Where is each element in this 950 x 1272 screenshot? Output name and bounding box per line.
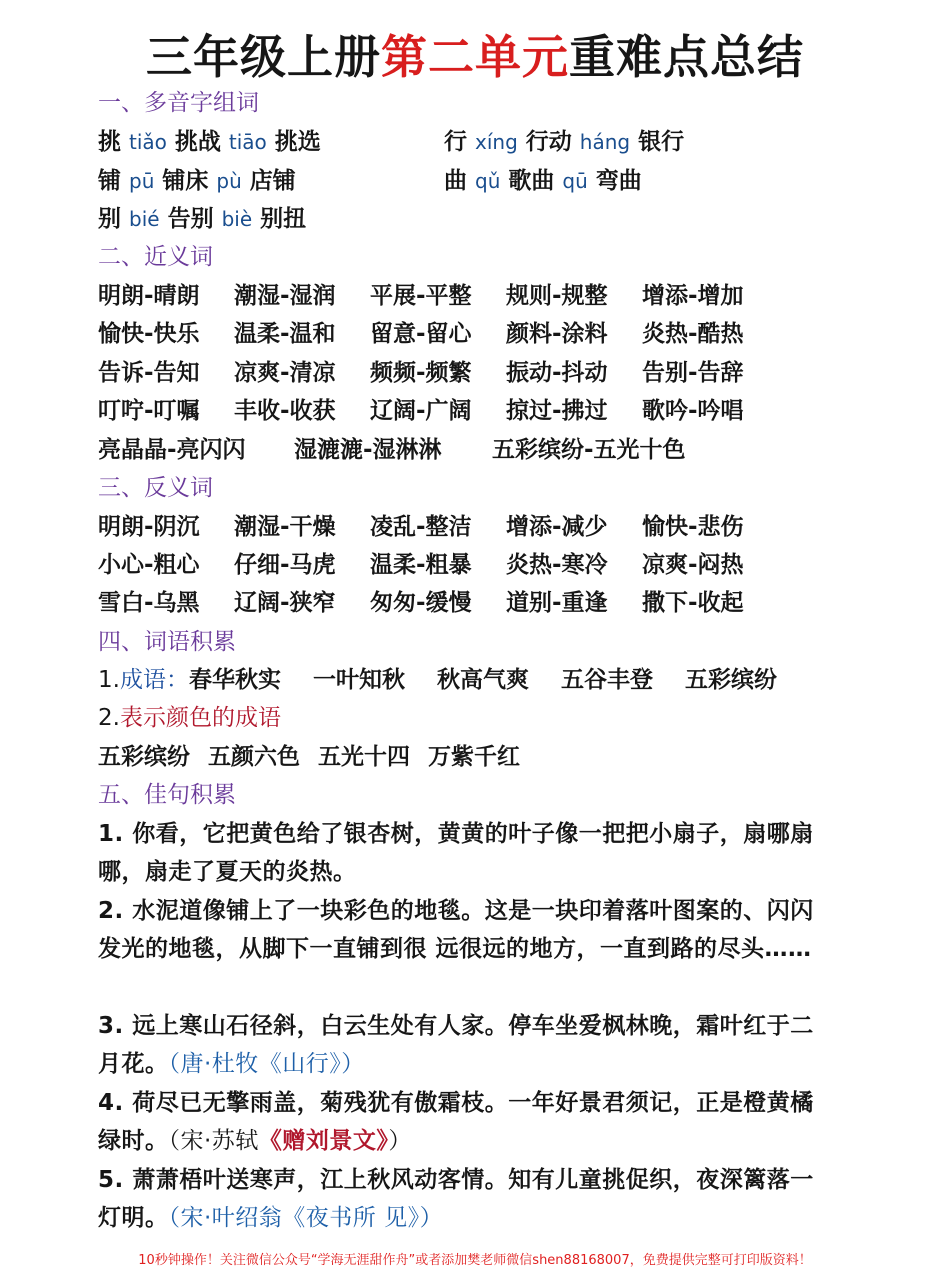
- idiom: 五谷丰登: [560, 667, 653, 693]
- idiom: 秋高气爽: [436, 667, 529, 693]
- antonym-row: [98, 548, 744, 582]
- polyphone-bie: [98, 202, 306, 236]
- section4-heading: 四、词语积累: [98, 629, 236, 655]
- poly-word: 别扭: [260, 206, 307, 232]
- title-part-black-2: 重难点总结: [569, 30, 804, 84]
- synonym-pair: 歌吟-吟唱: [642, 398, 744, 424]
- color-idiom-heading: [98, 701, 281, 735]
- pinyin: qǔ: [475, 169, 501, 193]
- section1-heading: 一、多音字组词: [98, 90, 259, 116]
- synonym-pair: 凉爽-清凉: [234, 360, 336, 386]
- antonym-pair: 增添-减少: [506, 514, 608, 540]
- idiom: 五彩缤纷: [98, 744, 190, 770]
- antonym-pair: 雪白-乌黑: [98, 590, 200, 616]
- synonym-row: [98, 394, 744, 428]
- synonym-pair: 颜料-涂料: [506, 321, 608, 347]
- polyphone-xing: [444, 125, 684, 159]
- sentence-1: 1. 你看，它把黄色给了银杏树，黄黄的叶子像一把把小扇子，扇哪扇哪，扇走了夏天的炎热。: [98, 821, 814, 885]
- color-idiom-row: [98, 740, 520, 774]
- item-number: 2.: [98, 705, 120, 731]
- poly-word: 弯曲: [595, 168, 642, 194]
- poly-word: 挑选: [274, 129, 321, 155]
- pinyin: qū: [562, 169, 588, 193]
- pinyin: háng: [579, 130, 631, 154]
- antonym-pair: 撒下-收起: [642, 590, 744, 616]
- poly-char: 别: [98, 206, 121, 232]
- synonym-pair: 留意-留心: [370, 321, 472, 347]
- item-number: 1.: [98, 667, 120, 693]
- synonym-pair: 亮晶晶-亮闪闪: [98, 437, 246, 463]
- pinyin: tiǎo: [129, 130, 167, 154]
- synonym-pair: 丰收-收获: [234, 398, 336, 424]
- pinyin: bié: [129, 207, 160, 231]
- poem-text: 4. 荷尽已无擎雨盖，菊残犹有傲霜枝。一年好景君须记，正是橙黄橘绿时。: [98, 1090, 814, 1154]
- synonym-pair: 振动-抖动: [506, 360, 608, 386]
- antonym-pair: 明朗-阴沉: [98, 514, 200, 540]
- poly-char: 曲: [444, 168, 467, 194]
- idiom: 五光十四: [318, 744, 410, 770]
- poem-text: 3. 远上寒山石径斜，白云生处有人家。停车坐爱枫林晚，霜叶红于二月花。: [98, 1013, 814, 1077]
- idiom: 春华秋实: [188, 667, 281, 693]
- synonym-pair: 平展-平整: [370, 283, 472, 309]
- synonym-pair: 规则-规整: [506, 283, 608, 309]
- synonym-row: [98, 356, 744, 390]
- synonym-row: [98, 317, 744, 351]
- polyphone-tiao: [98, 125, 321, 159]
- title-part-red: 第二单元: [381, 30, 569, 84]
- page-title: [0, 22, 950, 92]
- section5-heading: 五、佳句积累: [98, 782, 236, 808]
- synonym-pair: 告诉-告知: [98, 360, 200, 386]
- synonym-pair: 增添-增加: [642, 283, 744, 309]
- poly-char: 铺: [98, 168, 121, 194]
- sentence-4: [98, 1084, 828, 1160]
- poly-word: 告别: [167, 206, 214, 232]
- antonym-row: [98, 510, 744, 544]
- poem-source: （唐·杜牧《山行》）: [168, 1051, 365, 1077]
- synonym-pair: 潮湿-湿润: [234, 283, 336, 309]
- synonym-pair: 频频-频繁: [370, 360, 472, 386]
- synonym-pair: 愉快-快乐: [98, 321, 200, 347]
- poly-char: 挑: [98, 129, 121, 155]
- poem-text: 5. 萧萧梧叶送寒声，江上秋风动客情。知有儿童挑促织，夜深篱落一灯明。: [98, 1167, 814, 1231]
- sentence-5: [98, 1161, 828, 1237]
- antonym-row: [98, 586, 744, 620]
- synonym-row: [98, 433, 686, 467]
- antonym-pair: 凌乱-整洁: [370, 514, 472, 540]
- poly-word: 银行: [638, 129, 685, 155]
- antonym-pair: 凉爽-闷热: [642, 552, 744, 578]
- pinyin: tiāo: [228, 130, 267, 154]
- pinyin: xíng: [475, 130, 518, 154]
- idiom: 万紫千红: [428, 744, 520, 770]
- synonym-pair: 叮咛-叮嘱: [98, 398, 200, 424]
- poem-source: （宋·苏轼: [168, 1128, 259, 1154]
- antonym-pair: 道别-重逢: [506, 590, 608, 616]
- idiom-label: 成语：: [119, 667, 189, 693]
- synonym-pair: 湿漉漉-湿淋淋: [294, 437, 442, 463]
- polyphone-pu: [98, 164, 296, 198]
- color-idiom-label: 表示颜色的成语: [119, 705, 281, 731]
- poem-source: （宋·叶绍翁《夜书所 见》）: [168, 1205, 444, 1231]
- polyphone-qu: [444, 164, 642, 198]
- synonym-pair: 明朗-晴朗: [98, 283, 200, 309]
- synonym-row: [98, 279, 744, 313]
- synonym-pair: 辽阔-广阔: [370, 398, 472, 424]
- idiom-row: [98, 663, 777, 697]
- antonym-pair: 温柔-粗暴: [370, 552, 472, 578]
- sentence-3: [98, 1007, 828, 1083]
- idiom: 一叶知秋: [312, 667, 405, 693]
- pinyin: pù: [216, 169, 242, 193]
- pinyin: biè: [221, 207, 253, 231]
- poly-char: 行: [444, 129, 467, 155]
- synonym-pair: 告别-告辞: [642, 360, 744, 386]
- poem-title: 《赠刘景文》: [258, 1128, 389, 1154]
- antonym-pair: 炎热-寒冷: [506, 552, 608, 578]
- synonym-pair: 掠过-拂过: [506, 398, 608, 424]
- antonym-pair: 仔细-马虎: [234, 552, 336, 578]
- antonym-pair: 匆匆-缓慢: [370, 590, 472, 616]
- synonym-pair: 温柔-温和: [234, 321, 336, 347]
- poly-word: 挑战: [174, 129, 221, 155]
- synonym-pair: 五彩缤纷-五光十色: [492, 437, 686, 463]
- idiom: 五彩缤纷: [684, 667, 777, 693]
- title-part-black: 三年级上册: [146, 30, 381, 84]
- antonym-pair: 小心-粗心: [98, 552, 200, 578]
- poem-source-end: ）: [388, 1128, 412, 1154]
- sentence-2: 2. 水泥道像铺上了一块彩色的地毯。这是一块印着落叶图案的、闪闪发光的地毯，从脚下一直铺到很 远很远的地方，一直到路的尽头……: [98, 898, 814, 962]
- section2-heading: 二、近义词: [98, 244, 213, 270]
- poly-word: 店铺: [249, 168, 296, 194]
- section3-heading: 三、反义词: [98, 475, 213, 501]
- synonym-pair: 炎热-酷热: [642, 321, 744, 347]
- antonym-pair: 辽阔-狭窄: [234, 590, 336, 616]
- poly-word: 歌曲: [508, 168, 555, 194]
- antonym-pair: 愉快-悲伤: [642, 514, 744, 540]
- idiom: 五颜六色: [208, 744, 300, 770]
- antonym-pair: 潮湿-干燥: [234, 514, 336, 540]
- poly-word: 铺床: [162, 168, 209, 194]
- promo-footer: 10秒钟操作！关注微信公众号“学海无涯甜作舟”或者添加樊老师微信shen88168007，免费提供完整可打印版资料！: [138, 1253, 812, 1268]
- poly-word: 行动: [525, 129, 572, 155]
- pinyin: pū: [129, 169, 155, 193]
